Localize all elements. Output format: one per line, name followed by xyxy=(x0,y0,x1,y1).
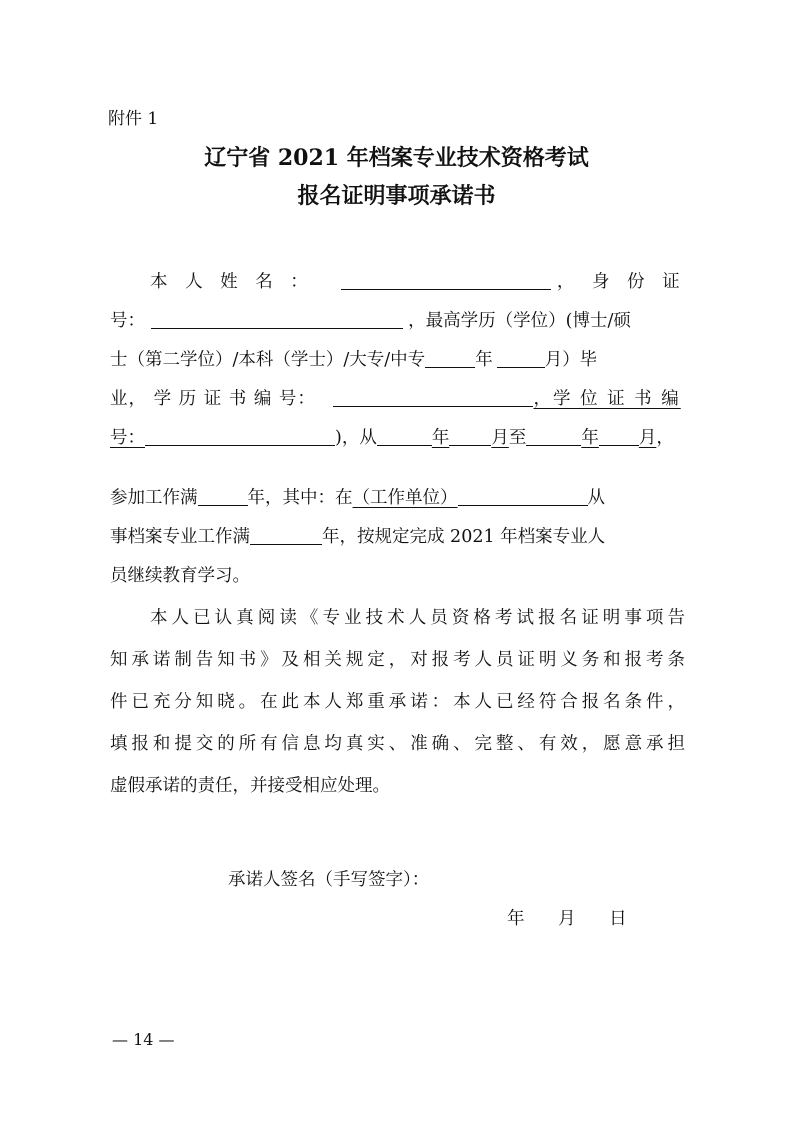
from-label: )，从 xyxy=(335,428,377,448)
page-number: — 14 — xyxy=(112,1030,175,1049)
paragraph2-line-5: 虚假承诺的责任，并接受相应处理。 xyxy=(110,776,390,796)
year-label: 年 xyxy=(475,350,493,370)
attachment-label: 附件 1 xyxy=(108,109,159,129)
pledge-line-6 xyxy=(110,484,685,520)
date-line: 年 月 日 xyxy=(507,909,627,929)
pledge-line-2 xyxy=(110,307,685,343)
to-year-label: 年 xyxy=(581,428,599,448)
id-number-blank[interactable] xyxy=(151,308,403,329)
pledge-line-8 xyxy=(110,562,685,598)
paragraph2-line-2: 知承诺制告知书》及相关规定，对报考人员证明义务和报考条 xyxy=(110,650,685,670)
degree-cert-label: ，学 位 证 书 编 xyxy=(533,389,681,409)
signature-label: 承诺人签名（手写签字）： xyxy=(228,870,430,890)
pledge-line-4 xyxy=(110,385,685,421)
work-years-blank[interactable] xyxy=(198,485,248,506)
pledge-line-7 xyxy=(110,523,685,559)
month-label: 月 xyxy=(544,350,563,370)
continuing-education-label: 年，按规定完成 2021 年档案专业人 xyxy=(322,527,606,547)
work-unit-label: （工作单位） xyxy=(352,488,458,508)
id-label: ， 身 份 证 xyxy=(556,272,686,292)
archive-years-blank[interactable] xyxy=(250,524,322,545)
work-years-label: 参加工作满 xyxy=(110,488,198,508)
to-month-label: 月 xyxy=(638,428,657,448)
paragraph2-line-3: 件已充分知晓。在此本人郑重承诺：本人已经符合报名条件， xyxy=(110,692,685,712)
name-label: 本 人 姓 名 ： xyxy=(150,272,314,292)
from-month-blank[interactable] xyxy=(449,425,491,446)
degree-options: 士（第二学位）/本科（学士）/大专/中专 xyxy=(110,350,426,370)
from-year-blank[interactable] xyxy=(377,425,432,446)
degree-cert-label-cont: 号： xyxy=(110,428,145,448)
continuing-education-end: 员继续教育学习。 xyxy=(110,566,250,586)
id-label-cont: 号： xyxy=(110,311,145,331)
pledge-line-5 xyxy=(110,424,685,460)
diploma-number-blank[interactable] xyxy=(333,386,533,407)
graduation-label: ）毕 xyxy=(562,350,598,370)
comma: ， xyxy=(656,428,674,448)
grad-year-blank[interactable] xyxy=(425,347,475,368)
diploma-number-label: 业， 学 历 证 书 编 号： xyxy=(110,389,316,409)
to-label: 至 xyxy=(508,428,527,448)
work-unit-blank[interactable] xyxy=(458,485,588,506)
employer-label: 年，其中：在 xyxy=(247,488,353,508)
from-month-label: 月 xyxy=(491,428,509,448)
engaged-label: 从 xyxy=(587,488,605,508)
to-year-blank[interactable] xyxy=(526,425,581,446)
archive-years-label: 事档案专业工作满 xyxy=(110,527,250,547)
from-year-label: 年 xyxy=(431,428,450,448)
education-label: ，最高学历（学位）(博士/硕 xyxy=(408,311,631,331)
paragraph2-line-4: 填报和提交的所有信息均真实、准确、完整、有效，愿意承担 xyxy=(110,734,685,754)
paragraph2-line-1: 本人已认真阅读《专业技术人员资格考试报名证明事项告 xyxy=(150,608,685,628)
grad-month-blank[interactable] xyxy=(497,347,545,368)
to-month-blank[interactable] xyxy=(599,425,639,446)
document-subtitle: 报名证明事项承诺书 xyxy=(297,183,496,209)
pledge-line-3 xyxy=(110,346,685,382)
name-blank[interactable] xyxy=(341,269,551,290)
pledge-line-1 xyxy=(150,268,685,304)
document-title: 辽宁省 2021 年档案专业技术资格考试 xyxy=(204,145,589,171)
degree-cert-number-blank[interactable] xyxy=(145,425,335,446)
